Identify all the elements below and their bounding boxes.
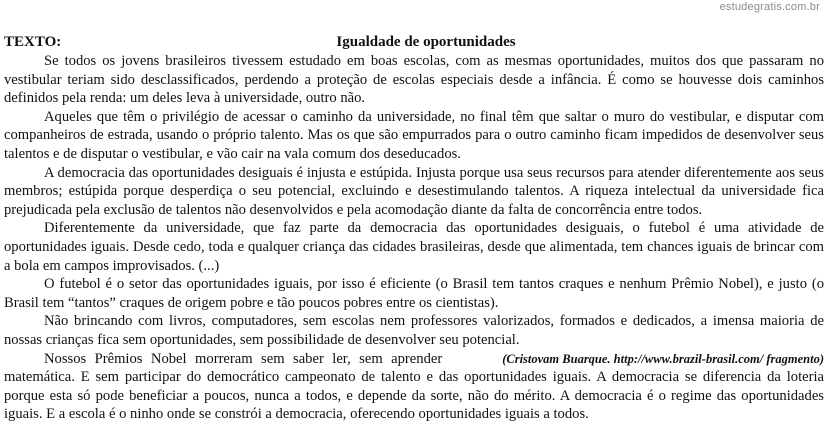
- text-label: TEXTO:: [4, 34, 62, 50]
- paragraph-5: O futebol é o setor das oportunidades iguais, por isso é eficiente (o Brasil tem tantos craques e nenhum Prêmio Nobel), e justo (o Brasil tem “tantos” craques de origem pobre e tão poucos pobres entre os cientistas).: [4, 276, 824, 311]
- paragraph-7-text: Nossos Prêmios Nobel morreram sem saber ler, sem aprender matemática. E sem participar do democrático campeonato de talento e das oportunidades iguais. A democracia se diferencia da loteria porque esta só pode beneficiar a poucos, nunca a todos, e depende da sorte, não do mérito. A democracia é o regime das oportunidades iguais. E a escola é o ninho onde se constrói a democracia, oferecendo oportunidades iguais a todos.: [4, 350, 824, 423]
- paragraph-7: [4, 350, 824, 424]
- document-page: [4, 0, 824, 439]
- text-title: [4, 32, 824, 52]
- paragraph-2: Aqueles que têm o privilégio de acessar o caminho da universidade, no final têm que saltar o muro do vestibular, e disputar com companheiros de estrada, usando o próprio talento. Mas os que são empurrados para o outro caminho ficam impedidos de desenvolver seus talentos e de disputar o vestibular, e vão cair na vala comum dos deseducados.: [4, 108, 824, 162]
- text-header: [4, 32, 824, 52]
- paragraph-6: Não brincando com livros, computadores, sem escolas nem professores valorizados, formados e dedicados, a imensa maioria de nossas crianças fica sem oportunidades, sem possibilidade de desenvolver seu potencial.: [4, 313, 824, 348]
- text-title-text: Igualdade de oportunidades: [336, 34, 516, 50]
- watermark: estudegratis.com.br: [719, 1, 820, 13]
- citation: (Cristovam Buarque. http://www.brazil-brasil.com/ fragmento): [502, 351, 824, 366]
- paragraph-4: Diferentemente da universidade, que faz parte da democracia das oportunidades desiguais, o futebol é uma atividade de oportunidades iguais. Desde cedo, toda e qualquer criança das cidades brasileiras, desde que alimentada, tem chances iguais de brincar com a bola em campos improvisados. (...): [4, 220, 824, 274]
- paragraph-3: A democracia das oportunidades desiguais é injusta e estúpida. Injusta porque usa seus recursos para atender diferentemente aos seus membros; estúpida porque desperdiça o seu potencial, excluindo e desestimulando talentos. A riqueza intelectual da universidade fica prejudicada pela exclusão de talentos não desenvolvidos e pela acomodação diante da falta de concorrência entre todos.: [4, 164, 824, 218]
- text-body: [4, 52, 824, 424]
- paragraph-1: Se todos os jovens brasileiros tivessem estudado em boas escolas, com as mesmas oportunidades, muitos dos que passaram no vestibular teriam sido desclassificados, perdendo a proteção de escolas especiais desde a infância. É como se houvesse dois caminhos definidos pela renda: um deles leva à universidade, outro não.: [4, 53, 824, 107]
